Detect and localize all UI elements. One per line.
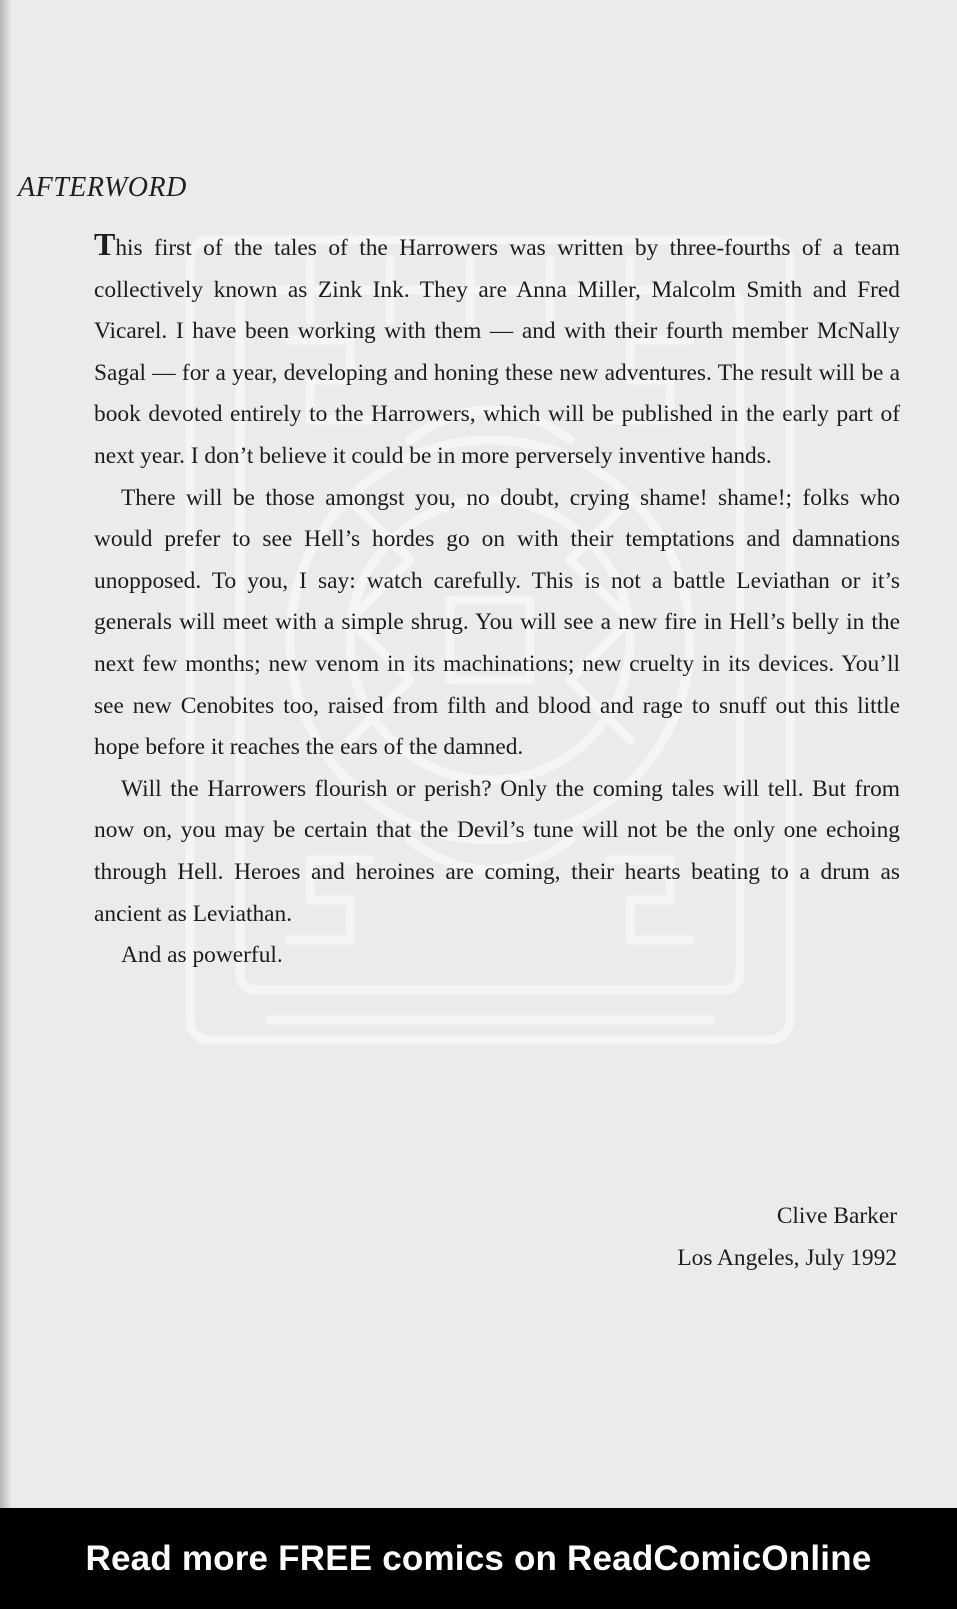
paragraph-1-text: his first of the tales of the Harrowers was written by three-fourths of a team collectively known as Zink Ink. They are Anna Miller, Malcolm Smith and Fred Vicarel. I have been working with them — and with their fourth member McNally Sagal — for a year, developing and honing these new adventures. The result will be a book devoted entirely to the Harrowers, which will be published in the early part of next year. I don’t believe it could be in more perversely inventive hands. xyxy=(94,235,900,469)
promo-banner[interactable] xyxy=(0,1508,957,1609)
page-gutter-shadow xyxy=(0,0,12,1508)
paragraph-3: Will the Harrowers flourish or perish? Only the coming tales will tell. But from now on, you may be certain that the Devil’s tune will not be the only one echoing through Hell. Heroes and heroines are coming, their hearts beating to a drum as ancient as Leviathan. xyxy=(94,775,900,927)
drop-cap: T xyxy=(94,226,116,262)
signature-block xyxy=(677,1196,897,1279)
place-date: Los Angeles, July 1992 xyxy=(677,1244,897,1271)
paragraph-4: And as powerful. xyxy=(121,942,283,969)
afterword-body xyxy=(94,228,900,977)
afterword-heading: AFTERWORD xyxy=(18,172,187,203)
promo-banner-text[interactable]: Read more FREE comics on ReadComicOnline xyxy=(85,1538,872,1578)
paragraph-1 xyxy=(94,228,900,478)
paragraph-2: There will be those amongst you, no doubt, crying shame! shame!; folks who would prefer to see Hell’s hordes go on with their temptations and damnations unopposed. To you, I say: watch carefully. This is not a battle Leviathan or it’s generals will meet with a simple shrug. You will see a new fire in Hell’s belly in the next few months; new venom in its machinations; new cruelty in its devices. You’ll see new Cenobites too, raised from filth and blood and rage to snuff out this little hope before it reaches the ears of the damned. xyxy=(94,484,900,761)
author-name: Clive Barker xyxy=(776,1203,897,1229)
